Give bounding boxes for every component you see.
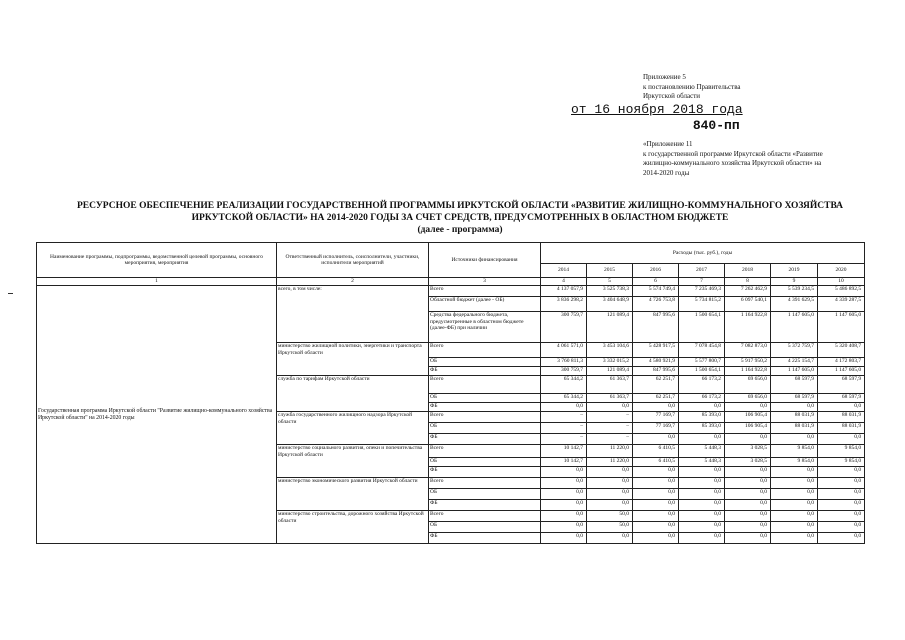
year-header: 2014 <box>541 264 587 278</box>
value-cell: 0,0 <box>725 467 771 478</box>
value-cell: 5 448,3 <box>679 458 725 467</box>
value-cell: – <box>541 412 587 423</box>
year-header: 2019 <box>771 264 818 278</box>
value-cell: 85 393,0 <box>679 423 725 434</box>
table-body <box>37 286 865 544</box>
appendix-line: к постановлению Правительства <box>643 82 741 91</box>
source-cell: ОБ <box>429 489 541 500</box>
index-cell: 5 <box>587 278 633 286</box>
value-cell: 5 539 234,5 <box>771 286 818 297</box>
title-line: РЕСУРСНОЕ ОБЕСПЕЧЕНИЕ РЕАЛИЗАЦИИ ГОСУДАРСТВЕННОЙ ПРОГРАММЫ ИРКУТСКОЙ ОБЛАСТИ «РАЗВИТИЕ ЖИЛИЩНО-КОММУНАЛЬНОГО ХОЗЯЙСТВА <box>76 201 844 211</box>
value-cell: – <box>541 423 587 434</box>
value-cell: 1 147 605,0 <box>818 312 865 343</box>
source-cell: Областной бюджет (далее - ОБ) <box>429 297 541 312</box>
year-header: 2020 <box>818 264 865 278</box>
value-cell: 9 854,0 <box>771 445 818 458</box>
appendix-line: жилищно-коммунального хозяйства Иркутской области» на <box>643 159 822 167</box>
value-cell: 0,0 <box>587 500 633 511</box>
title-subline: (далее - программа) <box>417 225 503 235</box>
col-header-source: Источники финансирования <box>429 243 541 278</box>
value-cell: 88 031,9 <box>771 423 818 434</box>
value-cell: 0,0 <box>725 533 771 544</box>
value-cell: 0,0 <box>818 533 865 544</box>
source-cell: Средства федерального бюджета, предусмотренные в областном бюджете (далее-ФБ) при наличии <box>429 312 541 343</box>
value-cell: 121 089,4 <box>587 367 633 376</box>
value-cell: 0,0 <box>633 467 679 478</box>
year-header: 2015 <box>587 264 633 278</box>
value-cell: 300 759,7 <box>541 312 587 343</box>
value-cell: 0,0 <box>541 511 587 522</box>
source-cell: ФБ <box>429 533 541 544</box>
source-cell: ОБ <box>429 458 541 467</box>
value-cell: 0,0 <box>587 478 633 489</box>
value-cell: 3 404 648,9 <box>587 297 633 312</box>
value-cell: 0,0 <box>725 522 771 533</box>
source-cell: Всего <box>429 478 541 489</box>
value-cell: 88 031,9 <box>818 423 865 434</box>
value-cell: 0,0 <box>725 434 771 445</box>
value-cell: 0,0 <box>818 511 865 522</box>
executor-cell: служба государственного жилищного надзора Иркутской области <box>277 412 429 445</box>
value-cell: 6 097 540,1 <box>725 297 771 312</box>
index-cell: 9 <box>771 278 818 286</box>
source-cell: ОБ <box>429 358 541 367</box>
value-cell: 1 147 605,0 <box>771 367 818 376</box>
appendix-line: 2014-2020 годы <box>643 168 690 177</box>
value-cell: 7 235 469,3 <box>679 286 725 297</box>
value-cell: 61 363,7 <box>587 376 633 394</box>
value-cell: 11 220,0 <box>587 458 633 467</box>
value-cell: 0,0 <box>725 511 771 522</box>
value-cell: 0,0 <box>633 489 679 500</box>
value-cell: 9 854,0 <box>818 458 865 467</box>
value-cell: 68 597,9 <box>818 376 865 394</box>
value-cell: 65 344,2 <box>541 376 587 394</box>
source-cell: ОБ <box>429 394 541 403</box>
value-cell: 0,0 <box>633 403 679 412</box>
value-cell: 0,0 <box>725 478 771 489</box>
appendix-note <box>643 73 883 102</box>
value-cell: 0,0 <box>818 478 865 489</box>
appendix-line: Иркутской области <box>643 92 701 100</box>
value-cell: 0,0 <box>679 434 725 445</box>
appendix-line: Приложение 5 <box>643 73 686 81</box>
value-cell: 0,0 <box>679 511 725 522</box>
value-cell: 0,0 <box>587 533 633 544</box>
value-cell: 4 580 921,9 <box>633 358 679 367</box>
value-cell: 4 391 629,5 <box>771 297 818 312</box>
value-cell: 106 905,4 <box>725 423 771 434</box>
value-cell: 0,0 <box>679 478 725 489</box>
value-cell: 0,0 <box>771 403 818 412</box>
value-cell: 3 760 811,3 <box>541 358 587 367</box>
source-cell: Всего <box>429 376 541 394</box>
value-cell: 68 597,9 <box>771 376 818 394</box>
index-cell: 7 <box>679 278 725 286</box>
value-cell: 0,0 <box>679 500 725 511</box>
value-cell: 0,0 <box>679 489 725 500</box>
year-header: 2018 <box>725 264 771 278</box>
value-cell: 0,0 <box>541 489 587 500</box>
index-cell: 1 <box>37 278 277 286</box>
index-cell: 10 <box>818 278 865 286</box>
value-cell: 4 726 753,8 <box>633 297 679 312</box>
executor-cell: министерство социального развития, опеки и попечительства Иркутской области <box>277 445 429 478</box>
value-cell: 10 142,7 <box>541 445 587 458</box>
index-cell: 6 <box>633 278 679 286</box>
source-cell: Всего <box>429 286 541 297</box>
source-cell: ОБ <box>429 522 541 533</box>
value-cell: 3 453 104,6 <box>587 343 633 358</box>
source-cell: ФБ <box>429 367 541 376</box>
value-cell: 0,0 <box>541 467 587 478</box>
value-cell: 66 173,2 <box>679 394 725 403</box>
value-cell: 3 332 015,2 <box>587 358 633 367</box>
value-cell: 0,0 <box>633 511 679 522</box>
value-cell: – <box>587 423 633 434</box>
value-cell: 0,0 <box>541 500 587 511</box>
executor-cell: министерство жилищной политики, энергетики и транспорта Иркутской области <box>277 343 429 376</box>
year-header: 2016 <box>633 264 679 278</box>
value-cell: 0,0 <box>679 403 725 412</box>
value-cell: 0,0 <box>818 489 865 500</box>
col-header-name: Наименование программы, подпрограммы, ведомственной целевой программы, основного мероприятия, мероприятия <box>37 243 277 278</box>
value-cell: 4 061 571,0 <box>541 343 587 358</box>
value-cell: – <box>587 434 633 445</box>
executor-cell: всего, в том числе: <box>277 286 429 343</box>
value-cell: 0,0 <box>725 500 771 511</box>
value-cell: 10 142,7 <box>541 458 587 467</box>
index-cell: 2 <box>277 278 429 286</box>
value-cell: 300 759,7 <box>541 367 587 376</box>
value-cell: 62 251,7 <box>633 376 679 394</box>
value-cell: 0,0 <box>587 403 633 412</box>
value-cell: 7 078 454,8 <box>679 343 725 358</box>
value-cell: 7 262 462,9 <box>725 286 771 297</box>
margin-dash <box>8 293 13 294</box>
value-cell: 0,0 <box>818 403 865 412</box>
value-cell: 1 147 605,0 <box>771 312 818 343</box>
value-cell: 0,0 <box>633 434 679 445</box>
value-cell: 5 917 950,2 <box>725 358 771 367</box>
value-cell: 50,0 <box>587 522 633 533</box>
source-cell: Всего <box>429 343 541 358</box>
value-cell: 0,0 <box>679 522 725 533</box>
value-cell: 65 344,2 <box>541 394 587 403</box>
value-cell: 88 031,9 <box>818 412 865 423</box>
value-cell: 5 448,3 <box>679 445 725 458</box>
value-cell: 5 577 800,7 <box>679 358 725 367</box>
index-cell: 4 <box>541 278 587 286</box>
value-cell: 4 137 057,9 <box>541 286 587 297</box>
value-cell: 1 164 922,8 <box>725 367 771 376</box>
value-cell: 0,0 <box>771 434 818 445</box>
resource-table <box>36 242 865 544</box>
resolution-stamp <box>571 102 743 134</box>
stamp-number: 840-пп <box>692 118 740 133</box>
value-cell: 0,0 <box>679 533 725 544</box>
executor-cell: министерство строительства, дорожного хозяйства Иркутской области <box>277 511 429 544</box>
value-cell: 0,0 <box>725 403 771 412</box>
value-cell: 68 597,9 <box>771 394 818 403</box>
value-cell: 77 169,7 <box>633 423 679 434</box>
value-cell: 0,0 <box>541 533 587 544</box>
year-header: 2017 <box>679 264 725 278</box>
executor-cell: министерство экономического развития Иркутской области <box>277 478 429 511</box>
value-cell: – <box>587 412 633 423</box>
source-cell: ОБ <box>429 423 541 434</box>
value-cell: 0,0 <box>818 467 865 478</box>
value-cell: 11 220,0 <box>587 445 633 458</box>
value-cell: 0,0 <box>771 533 818 544</box>
value-cell: 88 031,9 <box>771 412 818 423</box>
value-cell: 5 372 759,7 <box>771 343 818 358</box>
value-cell: 0,0 <box>633 478 679 489</box>
value-cell: 847 995,6 <box>633 367 679 376</box>
value-cell: 0,0 <box>541 403 587 412</box>
value-cell: 6 410,5 <box>633 458 679 467</box>
value-cell: 4 225 154,7 <box>771 358 818 367</box>
source-cell: ФБ <box>429 500 541 511</box>
source-cell: ФБ <box>429 434 541 445</box>
value-cell: 0,0 <box>541 478 587 489</box>
value-cell: 0,0 <box>587 489 633 500</box>
value-cell: 5 320 408,7 <box>818 343 865 358</box>
col-header-exec: Ответственный исполнитель, соисполнители, участники, исполнители мероприятий <box>277 243 429 278</box>
value-cell: 5 574 749,4 <box>633 286 679 297</box>
value-cell: 0,0 <box>771 478 818 489</box>
value-cell: 6 410,5 <box>633 445 679 458</box>
col-header-expenses: Расходы (тыс. руб.), годы <box>541 243 865 264</box>
appendix-program-note <box>643 140 888 178</box>
executor-cell: служба по тарифам Иркутской области <box>277 376 429 412</box>
value-cell: 106 905,4 <box>725 412 771 423</box>
value-cell: 4 172 803,7 <box>818 358 865 367</box>
value-cell: 50,0 <box>587 511 633 522</box>
value-cell: 5 486 892,5 <box>818 286 865 297</box>
value-cell: 4 339 287,5 <box>818 297 865 312</box>
value-cell: 69 656,0 <box>725 394 771 403</box>
value-cell: 7 082 873,0 <box>725 343 771 358</box>
table-row <box>37 286 865 297</box>
index-cell: 8 <box>725 278 771 286</box>
value-cell: 0,0 <box>633 533 679 544</box>
value-cell: 0,0 <box>541 522 587 533</box>
value-cell: 0,0 <box>771 467 818 478</box>
appendix-line: «Приложение 11 <box>643 140 693 148</box>
source-cell: ФБ <box>429 403 541 412</box>
document-title <box>40 200 880 236</box>
value-cell: 85 393,0 <box>679 412 725 423</box>
value-cell: 1 500 654,1 <box>679 312 725 343</box>
value-cell: 0,0 <box>679 467 725 478</box>
source-cell: Всего <box>429 445 541 458</box>
value-cell: 1 164 922,8 <box>725 312 771 343</box>
value-cell: 0,0 <box>818 522 865 533</box>
value-cell: 3 028,5 <box>725 445 771 458</box>
stamp-date: от 16 ноября 2018 года <box>571 102 743 117</box>
value-cell: 0,0 <box>725 489 771 500</box>
title-line: ИРКУТСКОЙ ОБЛАСТИ» НА 2014-2020 ГОДЫ ЗА СЧЕТ СРЕДСТВ, ПРЕДУСМОТРЕННЫХ В ОБЛАСТНОМ БЮДЖЕТЕ <box>191 213 729 223</box>
value-cell: 847 995,6 <box>633 312 679 343</box>
value-cell: 0,0 <box>771 511 818 522</box>
value-cell: 0,0 <box>771 489 818 500</box>
value-cell: 3 525 738,3 <box>587 286 633 297</box>
value-cell: – <box>541 434 587 445</box>
value-cell: 5 734 815,2 <box>679 297 725 312</box>
source-cell: Всего <box>429 412 541 423</box>
value-cell: 0,0 <box>771 500 818 511</box>
value-cell: 0,0 <box>633 522 679 533</box>
value-cell: 66 173,2 <box>679 376 725 394</box>
value-cell: 9 854,0 <box>818 445 865 458</box>
value-cell: 0,0 <box>818 500 865 511</box>
source-cell: ФБ <box>429 467 541 478</box>
value-cell: 5 428 917,5 <box>633 343 679 358</box>
source-cell: Всего <box>429 511 541 522</box>
value-cell: 61 363,7 <box>587 394 633 403</box>
value-cell: 9 854,0 <box>771 458 818 467</box>
value-cell: 121 089,4 <box>587 312 633 343</box>
index-cell: 3 <box>429 278 541 286</box>
appendix-line: к государственной программе Иркутской области «Развитие <box>643 149 823 158</box>
value-cell: 62 251,7 <box>633 394 679 403</box>
value-cell: 69 656,0 <box>725 376 771 394</box>
value-cell: 3 028,5 <box>725 458 771 467</box>
value-cell: 77 169,7 <box>633 412 679 423</box>
program-name-cell: Государственная программа Иркутской области "Развитие жилищно-коммунального хозяйства Иркутской области" на 2014-2020 годы <box>37 286 277 544</box>
value-cell: 0,0 <box>818 434 865 445</box>
value-cell: 1 147 605,0 <box>818 367 865 376</box>
value-cell: 0,0 <box>633 500 679 511</box>
value-cell: 68 597,9 <box>818 394 865 403</box>
value-cell: 1 500 654,1 <box>679 367 725 376</box>
value-cell: 0,0 <box>771 522 818 533</box>
value-cell: 3 836 298,2 <box>541 297 587 312</box>
value-cell: 0,0 <box>587 467 633 478</box>
